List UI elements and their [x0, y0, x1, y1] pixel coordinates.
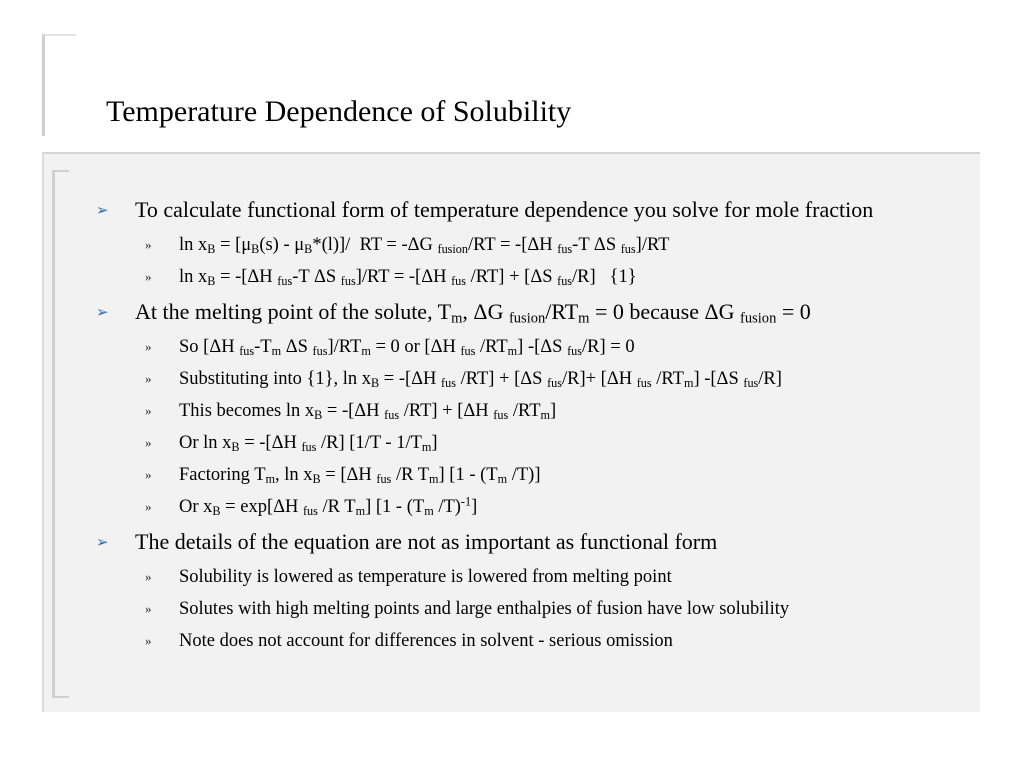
sub-bullet-text: Solubility is lowered as temperature is lowered from melting point — [179, 567, 672, 587]
sub-bullet-item — [96, 431, 956, 455]
double-chevron-bullet-icon: » — [145, 633, 152, 648]
double-chevron-bullet-icon: » — [145, 435, 152, 450]
double-chevron-bullet-icon: » — [145, 269, 152, 284]
double-chevron-bullet-icon: » — [145, 601, 152, 616]
sub-bullet-text: Solutes with high melting points and large enthalpies of fusion have low solubility — [179, 599, 790, 619]
double-chevron-bullet-icon: » — [145, 237, 152, 252]
sub-bullet-text: This becomes $\ln x_B = -[\Delta H$ $_{fus}$ /RT] + [ΔH $_{fus}$ $/RT_m$] — [179, 401, 557, 423]
slide-title: Temperature Dependence of Solubility — [106, 95, 572, 128]
sub-bullet-item — [96, 399, 956, 423]
bullet-list — [96, 195, 956, 653]
sub-bullet-text: Or $\ln x_B = -[\Delta H$ $_{fus}$ /R] $[1/T - 1/T_m]$ — [179, 433, 438, 455]
sub-bullet-item — [96, 367, 956, 391]
sub-bullet-item — [96, 463, 956, 487]
bullet-text: At the melting point of the solute, $T_m$, ΔG $_{fusion}/RT_m = 0$ because ΔG $_{fusion}$ = 0 — [135, 299, 811, 327]
sub-bullet-item — [96, 495, 956, 519]
sub-bullet-item — [96, 335, 956, 359]
sub-bullet-item — [96, 265, 956, 289]
arrowhead-bullet-icon: ➢ — [96, 201, 109, 219]
sub-bullet-text: Or $x_B = \exp[\Delta H$ $_{fus}$ /R $T_m$] [$1 - (T_m$ /T)$^{-1}$] — [179, 494, 478, 519]
double-chevron-bullet-icon: » — [145, 499, 152, 514]
bullet-item — [96, 527, 956, 557]
sub-bullet-item — [96, 565, 956, 589]
sub-bullet-text: Factoring $T_m$, $\ln x_B = [\Delta H$ $_{fus}$ /R $T_m$] [$1 - (T_m$ /T)] — [179, 465, 541, 487]
sub-bullet-text: Note does not account for differences in solvent - serious omission — [179, 631, 673, 651]
double-chevron-bullet-icon: » — [145, 339, 152, 354]
bullet-item — [96, 297, 956, 327]
sub-bullet-text: So [ΔH $_{fus}-T_m$ ΔS $_{fus}]/RT_m = 0$ or [ΔH $_{fus}$ $/RT_m$] -[ΔS $_{fus}$/R] = 0 — [179, 337, 635, 359]
sub-bullet-item — [96, 597, 956, 621]
double-chevron-bullet-icon: » — [145, 569, 152, 584]
sub-bullet-text: $\ln x_B = -[\Delta H$ $_{fus}$-T ΔS $_{fus}$]/RT = -[ΔH $_{fus}$ /RT] + [ΔS $_{fus}$/R] {1} — [179, 267, 637, 289]
arrowhead-bullet-icon: ➢ — [96, 303, 109, 321]
title-frame-decoration — [42, 34, 76, 136]
arrowhead-bullet-icon: ➢ — [96, 533, 109, 551]
bullet-item — [96, 195, 956, 225]
sub-bullet-text: $\ln x_B = [\mu_B(s) - \mu_B*(l)]/$ RT = -ΔG $_{fusion}$/RT = -[ΔH $_{fus}$-T ΔS $_{fus}$]/RT — [179, 235, 670, 257]
panel-bracket-decoration — [52, 170, 69, 698]
sub-bullet-item — [96, 629, 956, 653]
bullet-text: The details of the equation are not as important as functional form — [135, 529, 718, 554]
sub-bullet-item — [96, 233, 956, 257]
sub-bullet-text: Substituting into {1}, $\ln x_B = -[\Delta H$ $_{fus}$ /RT] + [ΔS $_{fus}$/R]+ [ΔH $_{fus}$ $/RT_m$] -[ΔS $_{fus}$/R] — [179, 369, 782, 391]
double-chevron-bullet-icon: » — [145, 467, 152, 482]
double-chevron-bullet-icon: » — [145, 371, 152, 386]
double-chevron-bullet-icon: » — [145, 403, 152, 418]
bullet-text: To calculate functional form of temperature dependence you solve for mole fraction — [135, 197, 874, 222]
